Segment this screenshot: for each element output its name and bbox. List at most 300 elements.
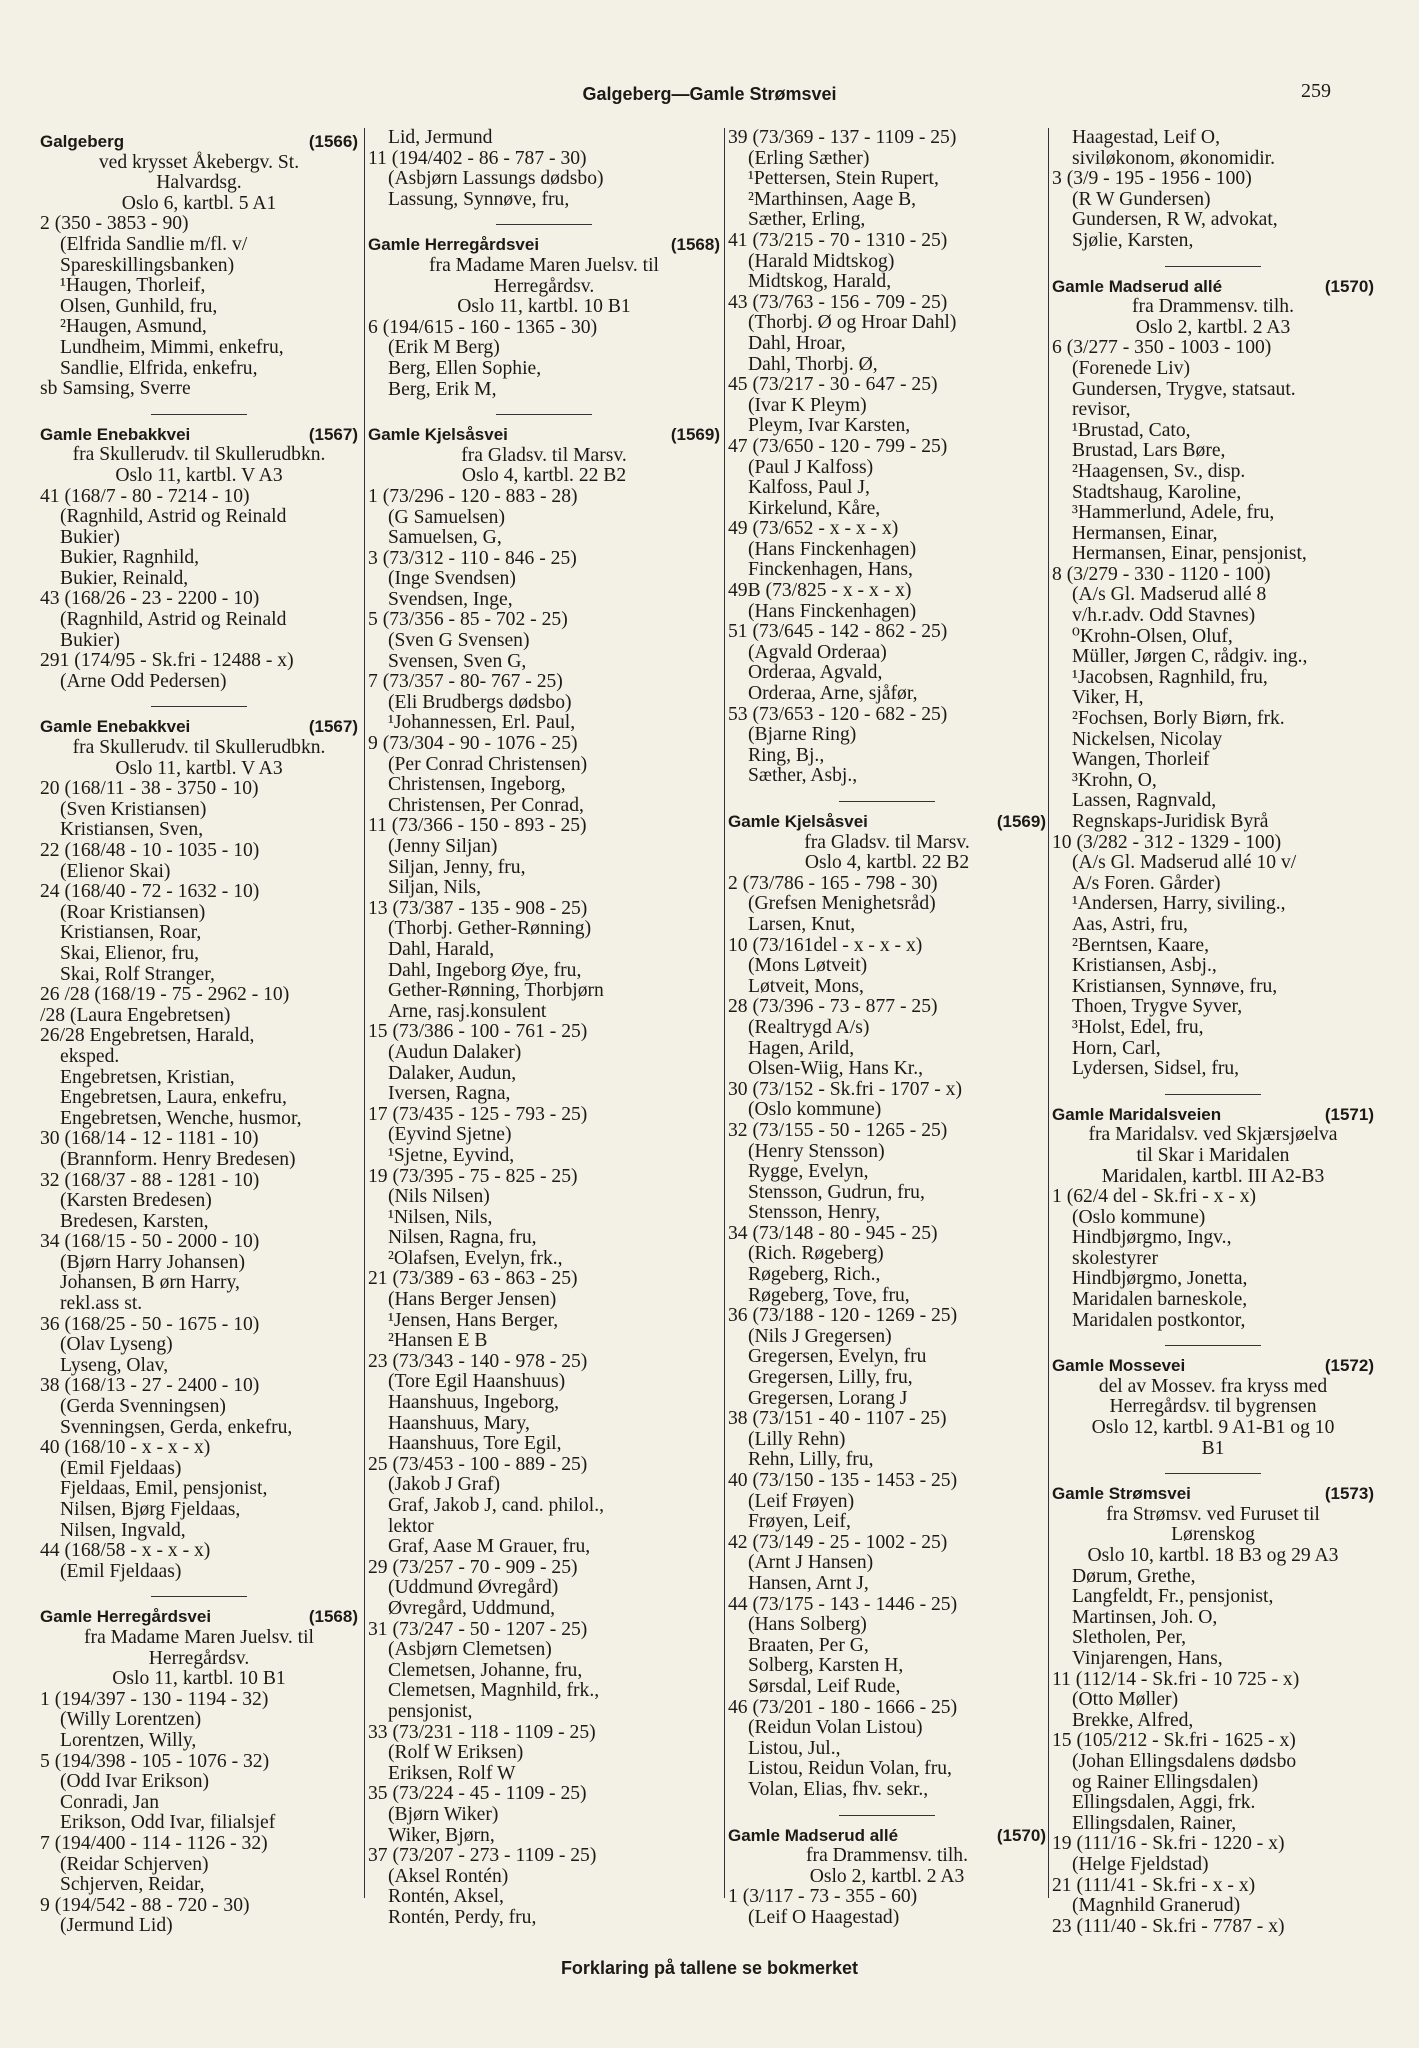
entry-line: Røgeberg, Rich., — [748, 1264, 881, 1286]
entry-line: (Gerda Svenningsen) — [60, 1396, 226, 1418]
section-divider — [151, 414, 247, 415]
entry-line: (Erling Sæther) — [748, 147, 870, 169]
entry-line: (G Samuelsen) — [388, 506, 505, 528]
entry-line: Hagen, Arild, — [748, 1037, 855, 1059]
entry-line: Nickelsen, Nicolay — [1072, 728, 1223, 750]
entry-line: Kristiansen, Asbj., — [1072, 955, 1217, 977]
section-divider — [839, 1815, 935, 1816]
entry-line: 3 (3/9 - 195 - 1956 - 100) — [1052, 168, 1252, 190]
entry-line: Viker, H, — [1072, 687, 1144, 709]
street-heading — [368, 425, 720, 446]
entry-line: (Arne Odd Pedersen) — [60, 670, 227, 692]
entry-line: (Jermund Lid) — [60, 1915, 173, 1937]
entry-line: Hindbjørgmo, Jonetta, — [1072, 1268, 1248, 1290]
entry-line: Ellingsdalen, Aggi, frk. — [1072, 1792, 1256, 1814]
entry-line: sb Samsing, Sverre — [40, 378, 191, 400]
entry-line: 21 (73/389 - 63 - 863 - 25) — [368, 1268, 578, 1290]
directory-columns — [40, 127, 1380, 1937]
entry-line: Ellingsdalen, Rainer, — [1072, 1812, 1237, 1834]
entry-line: 10 (73/161del - x - x - x) — [728, 934, 923, 956]
entry-line: ³Krohn, O, — [1072, 769, 1157, 791]
entry-line: Volan, Elias, fhv. sekr., — [748, 1778, 929, 1800]
page-header — [0, 80, 1419, 114]
entry-line: Horn, Carl, — [1072, 1037, 1161, 1059]
entry-line: (Leif Frøyen) — [748, 1490, 855, 1512]
entry-line: 15 (105/212 - Sk.fri - 1625 - x) — [1052, 1730, 1296, 1752]
entry-line: Langfeldt, Fr., pensjonist, — [1072, 1586, 1274, 1608]
street-heading — [1052, 1356, 1374, 1377]
entry-line: Sørsdal, Leif Rude, — [748, 1675, 901, 1697]
entry-line: ¹Jacobsen, Ragnhild, fru, — [1072, 666, 1268, 688]
entry-line: 26/28 Engebretsen, Harald, — [40, 1025, 255, 1047]
column-3 — [724, 127, 1046, 1928]
page-number: 259 — [1301, 80, 1331, 102]
street-heading — [1052, 277, 1374, 298]
entry-line: 38 (73/151 - 40 - 1107 - 25) — [728, 1408, 947, 1430]
entry-line: (Agvald Orderaa) — [748, 641, 887, 663]
entry-line: (Bjørn Wiker) — [388, 1803, 499, 1825]
entry-line: 40 (73/150 - 135 - 1453 - 25) — [728, 1470, 958, 1491]
entry-line: 6 (3/277 - 350 - 1003 - 100) — [1052, 337, 1272, 359]
entry-line: (Henry Stensson) — [748, 1140, 885, 1162]
entry-line: 2 (350 - 3853 - 90) — [40, 213, 189, 235]
entry-line: Gundersen, Trygve, statsaut. — [1072, 378, 1296, 400]
street-name: Gamle Madserud allé — [728, 1825, 899, 1845]
entry-line: 45 (73/217 - 30 - 647 - 25) — [728, 374, 938, 396]
street-description: Oslo 11, kartbl. 10 B1 — [457, 296, 631, 318]
running-title: Galgeberg—Gamle Strømsvei — [582, 84, 837, 104]
entry-line: 1 (3/117 - 73 - 355 - 60) — [728, 1886, 918, 1908]
street-description: B1 — [1201, 1437, 1225, 1459]
entry-line: (Eli Brudbergs dødsbo) — [388, 691, 572, 713]
entry-line: Regnskaps-Juridisk Byrå — [1072, 811, 1269, 832]
entry-line: Sjølie, Karsten, — [1072, 229, 1194, 251]
section-divider — [1165, 1473, 1261, 1474]
entry-line: Rontén, Aksel, — [388, 1886, 504, 1908]
entry-line: 10 (3/282 - 312 - 1329 - 100) — [1052, 831, 1282, 853]
entry-line: ³Holst, Edel, fru, — [1072, 1016, 1204, 1038]
street-description: Oslo 2, kartbl. 2 A3 — [809, 1865, 965, 1887]
entry-line: Gregersen, Lorang J — [748, 1387, 908, 1409]
entry-line: Maridalen barneskole, — [1072, 1289, 1248, 1311]
entry-line: Clemetsen, Magnhild, frk., — [388, 1680, 600, 1702]
entry-line: 23 (73/343 - 140 - 978 - 25) — [368, 1350, 588, 1372]
entry-line: ¹Sjetne, Eyvind, — [388, 1144, 515, 1166]
street-name: Gamle Herregårdsvei — [368, 235, 540, 255]
entry-line: /28 (Laura Engebretsen) — [40, 1004, 231, 1026]
street-name: Gamle Kjelsåsvei — [728, 812, 868, 831]
street-code: (1566) — [308, 132, 358, 151]
entry-line: (Emil Fjeldaas) — [60, 1457, 182, 1479]
entry-line: ¹Johannessen, Erl. Paul, — [388, 712, 576, 734]
entry-line: (Roar Kristiansen) — [60, 901, 206, 923]
entry-line: Gundersen, R W, advokat, — [1072, 209, 1278, 231]
entry-line: Stensson, Henry, — [748, 1202, 881, 1224]
entry-line: 34 (73/148 - 80 - 945 - 25) — [728, 1222, 938, 1244]
entry-line: (Rolf W Eriksen) — [388, 1742, 524, 1764]
entry-line: (Audun Dalaker) — [388, 1041, 522, 1063]
entry-line: Christensen, Per Conrad, — [388, 794, 584, 816]
street-description: fra Drammensv. tilh. — [1132, 296, 1294, 318]
entry-line: Lassen, Ragnvald, — [1072, 790, 1217, 812]
street-code: (1568) — [670, 235, 720, 255]
entry-line: Martinsen, Joh. O, — [1072, 1606, 1218, 1628]
entry-line: (Brannform. Henry Bredesen) — [60, 1148, 296, 1170]
street-name: Gamle Herregårdsvei — [40, 1607, 212, 1627]
entry-line: 25 (73/453 - 100 - 889 - 25) — [368, 1453, 588, 1475]
entry-line: Graf, Jakob J, cand. philol., — [388, 1495, 605, 1516]
entry-line: (Reidun Volan Listou) — [748, 1717, 923, 1739]
street-name: Gamle Enebakkvei — [40, 424, 191, 444]
entry-line: Sandlie, Elfrida, enkefru, — [60, 357, 258, 379]
entry-line: ¹Jensen, Hans Berger, — [388, 1309, 559, 1331]
entry-line: Stensson, Gudrun, fru, — [748, 1181, 925, 1203]
entry-line: (Karsten Bredesen) — [60, 1190, 212, 1212]
entry-line: Svenningsen, Gerda, enkefru, — [60, 1416, 293, 1438]
entry-line: Gregersen, Lilly, fru, — [748, 1367, 913, 1389]
street-description: Maridalen, kartbl. III A2-B3 — [1101, 1165, 1325, 1187]
street-description: fra Strømsv. ved Furuset til — [1106, 1503, 1320, 1525]
entry-line: (Thorbj. Ø og Hroar Dahl) — [748, 312, 957, 334]
entry-line: 11 (194/402 - 86 - 787 - 30) — [368, 147, 587, 169]
entry-line: 28 (73/396 - 73 - 877 - 25) — [728, 996, 938, 1018]
entry-line: Dahl, Harald, — [388, 938, 495, 960]
street-description: fra Maridalsv. ved Skjærsjøelva — [1088, 1124, 1338, 1146]
street-description: Halvardsg. — [156, 172, 242, 194]
entry-line: 31 (73/247 - 50 - 1207 - 25) — [368, 1618, 588, 1640]
entry-line: (Elienor Skai) — [60, 860, 171, 882]
entry-line: Svendsen, Inge, — [388, 588, 513, 610]
entry-line: (Johan Ellingsdalens dødsbo — [1072, 1750, 1297, 1772]
entry-line: revisor, — [1072, 399, 1131, 421]
entry-line: og Rainer Ellingsdalen) — [1072, 1771, 1259, 1793]
entry-line: rekl.ass st. — [60, 1293, 143, 1315]
entry-line: Kalfoss, Paul J, — [748, 477, 870, 499]
entry-line: Bukier) — [60, 629, 120, 651]
entry-line: Ring, Bj., — [748, 744, 825, 766]
entry-line: (Eyvind Sjetne) — [388, 1124, 512, 1146]
entry-line: Berg, Ellen Sophie, — [388, 357, 542, 379]
column-4 — [1048, 127, 1374, 1937]
section-divider — [839, 801, 935, 802]
street-description: Oslo 2, kartbl. 2 A3 — [1135, 316, 1291, 338]
street-description: Oslo 4, kartbl. 22 B2 — [461, 465, 627, 487]
street-name: Galgeberg — [40, 132, 125, 151]
entry-line: ¹Pettersen, Stein Rupert, — [748, 168, 939, 190]
street-code: (1569) — [996, 812, 1046, 831]
footer-note: Forklaring på tallene se bokmerket — [560, 1958, 859, 1978]
entry-line: Sletholen, Per, — [1072, 1627, 1187, 1649]
entry-line: 36 (73/188 - 120 - 1269 - 25) — [728, 1305, 958, 1327]
street-heading — [40, 132, 358, 153]
street-code: (1571) — [1324, 1104, 1374, 1124]
column-2 — [364, 127, 720, 1928]
entry-line: Øvregård, Uddmund, — [388, 1597, 556, 1619]
entry-line: 23 (111/40 - Sk.fri - 7787 - x) — [1052, 1915, 1285, 1937]
entry-line: 26 /28 (168/19 - 75 - 2962 - 10) — [40, 984, 290, 1006]
street-description: fra Skullerudv. til Skullerudbkn. — [72, 737, 326, 759]
entry-line: 51 (73/645 - 142 - 862 - 25) — [728, 621, 948, 643]
street-code: (1567) — [308, 424, 358, 444]
entry-line: Stadtshaug, Karoline, — [1072, 481, 1242, 503]
entry-line: 1 (194/397 - 130 - 1194 - 32) — [40, 1688, 269, 1710]
entry-line: (Aksel Rontén) — [388, 1865, 509, 1887]
street-description: ved krysset Åkebergv. St. — [98, 151, 300, 173]
entry-line: v/h.r.adv. Odd Stavnes) — [1072, 605, 1256, 627]
entry-line: (Elfrida Sandlie m/fl. v/ — [60, 233, 248, 255]
entry-line: (Thorbj. Gether-Rønning) — [388, 918, 592, 940]
entry-line: Braaten, Per G, — [748, 1634, 869, 1656]
entry-line: (Realtrygd A/s) — [748, 1016, 870, 1038]
entry-line: Kirkelund, Kåre, — [748, 497, 881, 519]
entry-line: Kristiansen, Synnøve, fru, — [1072, 975, 1278, 997]
entry-line: 5 (73/356 - 85 - 702 - 25) — [368, 609, 568, 631]
section-divider — [496, 224, 592, 225]
street-heading — [40, 717, 358, 738]
entry-line: Maridalen postkontor, — [1072, 1309, 1246, 1331]
entry-line: Aas, Astri, fru, — [1072, 913, 1188, 935]
street-name: Gamle Strømsvei — [1052, 1484, 1191, 1504]
entry-line: 7 (73/357 - 80- 767 - 25) — [368, 671, 563, 693]
entry-line: 19 (111/16 - Sk.fri - 1220 - x) — [1052, 1833, 1285, 1855]
entry-line: 1 (73/296 - 120 - 883 - 28) — [368, 485, 578, 507]
entry-line: (Forenede Liv) — [1072, 357, 1191, 379]
street-description: Oslo 6, kartbl. 5 A1 — [121, 192, 277, 214]
entry-line: 19 (73/395 - 75 - 825 - 25) — [368, 1165, 578, 1187]
entry-line: Olsen, Gunhild, fru, — [60, 295, 218, 317]
entry-line: Gregersen, Evelyn, fru — [748, 1346, 927, 1368]
entry-line: (Rich. Røgeberg) — [748, 1243, 884, 1265]
entry-line: 11 (73/366 - 150 - 893 - 25) — [368, 815, 587, 837]
entry-line: Vinjarengen, Hans, — [1072, 1647, 1223, 1669]
entry-line: 5 (194/398 - 105 - 1076 - 32) — [40, 1750, 270, 1772]
entry-line: 21 (111/41 - Sk.fri - x - x) — [1052, 1874, 1256, 1896]
entry-line: (Odd Ivar Erikson) — [60, 1771, 210, 1793]
entry-line: ¹Brustad, Cato, — [1072, 419, 1191, 441]
entry-line: Thoen, Trygve Syver, — [1072, 996, 1243, 1018]
entry-line: Kristiansen, Sven, — [60, 819, 204, 841]
entry-line: 11 (112/14 - Sk.fri - 10 725 - x) — [1052, 1668, 1300, 1690]
entry-line: A/s Foren. Gårder) — [1072, 872, 1221, 894]
entry-line: Orderaa, Agvald, — [748, 662, 883, 684]
section-divider — [1165, 1094, 1261, 1095]
entry-line: (Uddmund Øvregård) — [388, 1577, 559, 1599]
entry-line: 9 (194/542 - 88 - 720 - 30) — [40, 1894, 250, 1916]
entry-line: (Mons Løtveit) — [748, 955, 868, 977]
entry-line: Kristiansen, Roar, — [60, 922, 202, 944]
entry-line: 29 (73/257 - 70 - 909 - 25) — [368, 1556, 578, 1578]
entry-line: Lid, Jermund — [388, 127, 493, 148]
entry-line: Listou, Reidun Volan, fru, — [748, 1758, 952, 1780]
entry-line: 37 (73/207 - 273 - 1109 - 25) — [368, 1845, 597, 1867]
entry-line: Engebretsen, Kristian, — [60, 1066, 235, 1088]
entry-line: Dahl, Ingeborg Øye, fru, — [388, 959, 582, 981]
entry-line: Pleym, Ivar Karsten, — [748, 415, 911, 437]
entry-line: ²Hansen E B — [388, 1330, 488, 1352]
entry-line: 15 (73/386 - 100 - 761 - 25) — [368, 1021, 588, 1043]
entry-line: ²Fochsen, Borly Biørn, frk. — [1072, 708, 1285, 730]
entry-line: 2 (73/786 - 165 - 798 - 30) — [728, 872, 938, 894]
entry-line: Johansen, B ørn Harry, — [60, 1272, 240, 1294]
entry-line: (Lilly Rehn) — [748, 1428, 846, 1450]
street-code: (1570) — [996, 1825, 1046, 1845]
entry-line: Engebretsen, Laura, enkefru, — [60, 1087, 287, 1109]
entry-line: Brustad, Lars Børe, — [1072, 440, 1226, 462]
entry-line: Lyseng, Olav, — [60, 1354, 169, 1376]
entry-line: 53 (73/653 - 120 - 682 - 25) — [728, 703, 948, 725]
street-description: Herregårdsv. — [148, 1647, 250, 1669]
entry-line: 36 (168/25 - 50 - 1675 - 10) — [40, 1313, 260, 1335]
entry-line: (Oslo kommune) — [748, 1099, 882, 1121]
entry-line: Wiker, Bjørn, — [388, 1824, 495, 1846]
entry-line: ²Haagensen, Sv., disp. — [1072, 460, 1246, 482]
entry-line: 49B (73/825 - x - x - x) — [728, 580, 912, 602]
entry-line: Iversen, Ragna, — [388, 1083, 511, 1105]
entry-line: 44 (73/175 - 143 - 1446 - 25) — [728, 1593, 958, 1615]
entry-line: 34 (168/15 - 50 - 2000 - 10) — [40, 1231, 260, 1253]
section-divider — [496, 414, 592, 415]
entry-line: 30 (168/14 - 12 - 1181 - 10) — [40, 1128, 259, 1150]
entry-line: (Harald Midtskog) — [748, 250, 895, 272]
entry-line: (Asbjørn Lassungs dødsbo) — [388, 168, 604, 190]
street-description: fra Madame Maren Juelsv. til — [84, 1626, 314, 1648]
street-description: fra Drammensv. tilh. — [806, 1845, 968, 1867]
street-description: fra Madame Maren Juelsv. til — [429, 254, 659, 276]
entry-line: (Ragnhild, Astrid og Reinald — [60, 609, 287, 631]
entry-line: Hermansen, Einar, pensjonist, — [1072, 543, 1307, 565]
entry-line: Berg, Erik M, — [388, 378, 497, 400]
entry-line: Gether-Rønning, Thorbjørn — [388, 980, 604, 1002]
entry-line: Müller, Jørgen C, rådgiv. ing., — [1072, 646, 1308, 668]
street-heading — [1052, 1484, 1374, 1505]
entry-line: ¹Andersen, Harry, siviling., — [1072, 893, 1286, 915]
entry-line: 47 (73/650 - 120 - 799 - 25) — [728, 435, 948, 457]
entry-line: Erikson, Odd Ivar, filialsjef — [60, 1812, 276, 1834]
entry-line: ²Marthinsen, Aage B, — [748, 188, 917, 210]
entry-line: 9 (73/304 - 90 - 1076 - 25) — [368, 733, 578, 755]
entry-line: (Willy Lorentzen) — [60, 1709, 202, 1731]
section-divider — [1165, 266, 1261, 267]
entry-line: Sæther, Erling, — [748, 209, 866, 231]
entry-line: (Magnhild Granerud) — [1072, 1895, 1241, 1917]
entry-line: 17 (73/435 - 125 - 793 - 25) — [368, 1103, 588, 1125]
entry-line: 42 (73/149 - 25 - 1002 - 25) — [728, 1531, 948, 1553]
entry-line: 46 (73/201 - 180 - 1666 - 25) — [728, 1696, 958, 1718]
entry-line: 41 (73/215 - 70 - 1310 - 25) — [728, 229, 948, 251]
entry-line: Orderaa, Arne, sjåfør, — [748, 683, 918, 705]
entry-line: Eriksen, Rolf W — [388, 1762, 516, 1784]
entry-line: Solberg, Karsten H, — [748, 1655, 904, 1677]
entry-line: (Ivar K Pleym) — [748, 394, 867, 416]
entry-line: (Leif O Haagestad) — [748, 1906, 900, 1928]
entry-line: Lorentzen, Willy, — [60, 1729, 197, 1751]
entry-line: 35 (73/224 - 45 - 1109 - 25) — [368, 1783, 587, 1805]
entry-line: (Hans Finckenhagen) — [748, 600, 917, 622]
entry-line: Graf, Aase M Grauer, fru, — [388, 1536, 591, 1558]
entry-line: 49 (73/652 - x - x - x) — [728, 518, 899, 540]
entry-line: Bukier, Reinald, — [60, 567, 189, 589]
entry-line: Rygge, Evelyn, — [748, 1161, 869, 1183]
street-description: fra Skullerudv. til Skullerudbkn. — [72, 444, 326, 466]
entry-line: ²Haugen, Asmund, — [60, 316, 207, 338]
entry-line: Haanshuus, Mary, — [388, 1412, 530, 1434]
entry-line: Nilsen, Ingvald, — [60, 1519, 186, 1541]
entry-line: (Grefsen Menighetsråd) — [748, 893, 936, 915]
street-description: Oslo 12, kartbl. 9 A1-B1 og 10 — [1091, 1417, 1335, 1439]
entry-line: ²Olafsen, Evelyn, frk., — [388, 1247, 563, 1269]
entry-line: ³Hammerlund, Adele, fru, — [1072, 502, 1275, 524]
entry-line: (Helge Fjeldstad) — [1072, 1853, 1209, 1875]
entry-line: ¹Nilsen, Nils, — [388, 1206, 493, 1228]
entry-line: Samuelsen, G, — [388, 527, 502, 549]
entry-line: Engebretsen, Wenche, husmor, — [60, 1107, 302, 1129]
entry-line: 44 (168/58 - x - x - x) — [40, 1540, 211, 1562]
entry-line: Arne, rasj.konsulent — [388, 1000, 547, 1022]
entry-line: 1 (62/4 del - Sk.fri - x - x) — [1052, 1186, 1257, 1208]
entry-line: (Nils Nilsen) — [388, 1186, 490, 1208]
entry-line: Skai, Rolf Stranger, — [60, 963, 215, 985]
street-name: Gamle Mossevei — [1052, 1356, 1186, 1376]
section-divider — [151, 1596, 247, 1597]
entry-line: Bukier, Ragnhild, — [60, 547, 200, 569]
entry-line: Siljan, Jenny, fru, — [388, 856, 526, 878]
entry-line: Clemetsen, Johanne, fru, — [388, 1659, 583, 1681]
entry-line: Schjerven, Reidar, — [60, 1874, 205, 1896]
entry-line: Frøyen, Leif, — [748, 1511, 851, 1533]
entry-line: 13 (73/387 - 135 - 908 - 25) — [368, 897, 588, 919]
entry-line: Olsen-Wiig, Hans Kr., — [748, 1058, 923, 1080]
street-code: (1567) — [308, 717, 358, 737]
street-heading — [40, 1607, 358, 1628]
entry-line: (Hans Solberg) — [748, 1614, 867, 1636]
entry-line: Dahl, Hroar, — [748, 332, 846, 354]
entry-line: eksped. — [60, 1045, 120, 1067]
street-name: Gamle Kjelsåsvei — [368, 425, 508, 445]
entry-line: Lundheim, Mimmi, enkefru, — [60, 336, 284, 358]
entry-line: (A/s Gl. Madserud allé 8 — [1072, 584, 1267, 606]
entry-line: Dørum, Grethe, — [1072, 1565, 1196, 1587]
entry-line: 32 (73/155 - 50 - 1265 - 25) — [728, 1119, 948, 1141]
street-description: Oslo 11, kartbl. 10 B1 — [112, 1668, 286, 1690]
entry-line: skolestyrer — [1072, 1247, 1158, 1269]
entry-line: 32 (168/37 - 88 - 1281 - 10) — [40, 1169, 260, 1191]
column-1 — [40, 128, 358, 1937]
street-description: Oslo 4, kartbl. 22 B2 — [804, 852, 970, 874]
entry-line: 7 (194/400 - 114 - 1126 - 32) — [40, 1832, 268, 1854]
entry-line: (Asbjørn Clemetsen) — [388, 1639, 552, 1661]
entry-line: 3 (73/312 - 110 - 846 - 25) — [368, 547, 577, 569]
street-code: (1568) — [308, 1607, 358, 1627]
street-code: (1572) — [1324, 1356, 1374, 1376]
street-name: Gamle Madserud allé — [1052, 276, 1223, 296]
street-code: (1569) — [670, 425, 720, 445]
entry-line: Bredesen, Karsten, — [60, 1210, 209, 1232]
street-heading — [40, 425, 358, 446]
street-description: Herregårdsv. — [493, 275, 595, 297]
entry-line: Haanshuus, Ingeborg, — [388, 1392, 560, 1414]
entry-line: (R W Gundersen) — [1072, 188, 1211, 210]
entry-line: (Otto Møller) — [1072, 1689, 1179, 1711]
entry-line: Svensen, Sven G, — [388, 650, 527, 672]
entry-line: Haanshuus, Tore Egil, — [388, 1433, 562, 1455]
section-divider — [151, 706, 247, 707]
entry-line: 6 (194/615 - 160 - 1365 - 30) — [368, 316, 598, 338]
entry-line: (Sven G Svensen) — [388, 630, 530, 652]
entry-line: 24 (168/40 - 72 - 1632 - 10) — [40, 881, 260, 903]
entry-line: Conradi, Jan — [60, 1791, 160, 1813]
entry-line: 38 (168/13 - 27 - 2400 - 10) — [40, 1375, 260, 1397]
entry-line: (Sven Kristiansen) — [60, 798, 207, 820]
